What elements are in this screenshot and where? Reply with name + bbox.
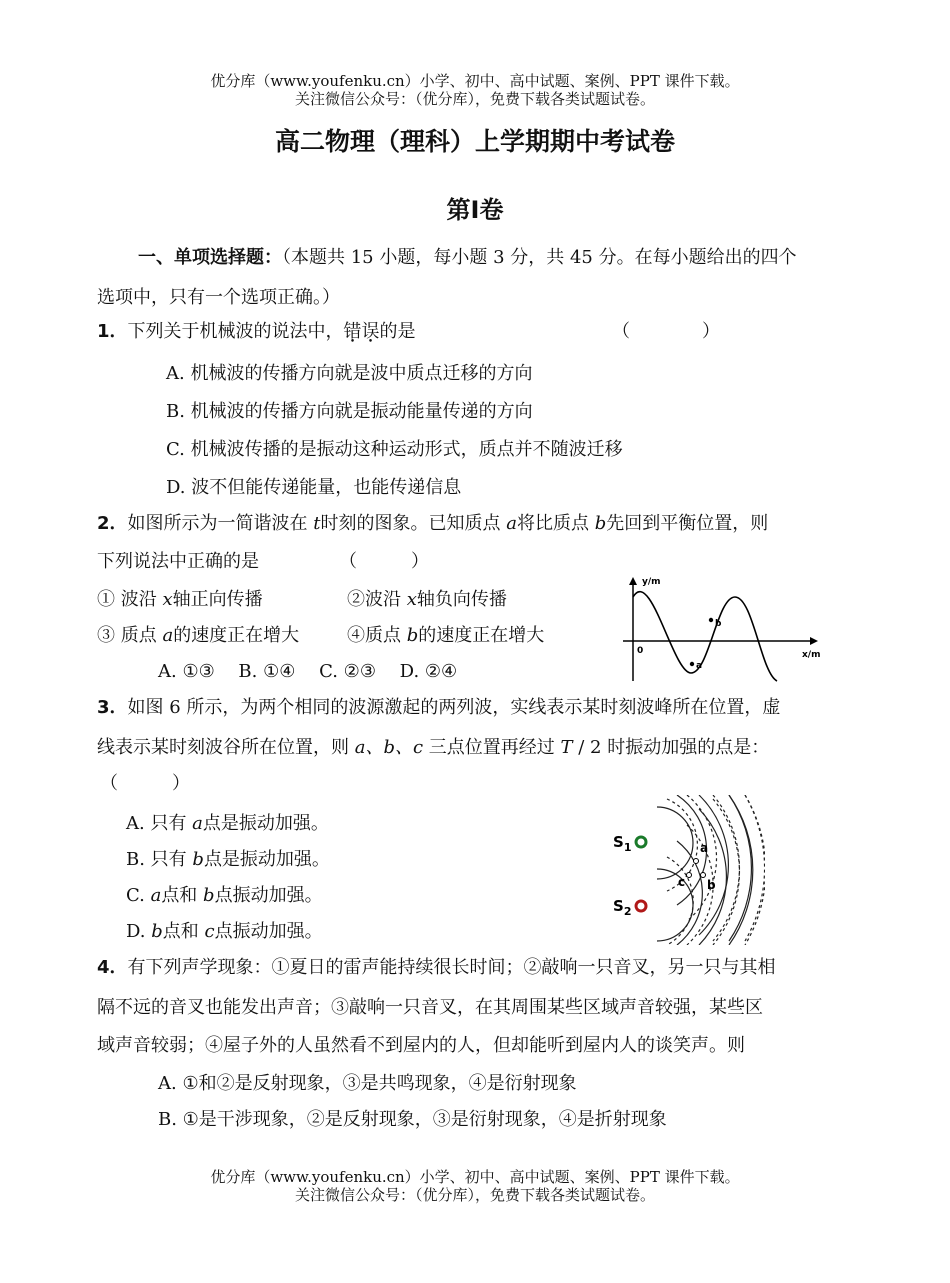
q3-option-d [126, 920, 323, 944]
header-line-2: 关注微信公众号：（优分库），免费下载各类试题试卷。 [294, 90, 655, 108]
point-b-label: b [707, 878, 716, 892]
q1-emphasis-1: 错 [343, 321, 362, 342]
q3-answer-paren: （ ） [100, 773, 190, 794]
q3-option-c-var-a: a [150, 885, 162, 906]
q2-statement-2 [347, 588, 507, 612]
q3-option-a-var: a [192, 813, 203, 834]
s2-crest-2 [677, 841, 702, 945]
section-intro-a: （本题共 15 小题，每小题 3 分，共 45 分。在每小题给出的四个 [282, 247, 797, 268]
q4-stem-line1 [97, 956, 776, 980]
footer-line-2: 关注微信公众号：（优分库），免费下载各类试题试卷。 [294, 1186, 655, 1204]
q3-option-a-2: 点是振动加强。 [202, 813, 329, 834]
q3-option-b-var: b [192, 849, 204, 870]
q3-option-b [126, 848, 330, 872]
q2-wave-graph [615, 575, 830, 685]
q2-statement-3-a: ③ 质点 [97, 625, 163, 646]
q3-option-c-1: C. [126, 885, 151, 906]
q3-option-c-var-b: b [203, 885, 215, 906]
s1-source [636, 837, 646, 847]
s1-trough-4 [745, 795, 765, 941]
q2-stem [97, 512, 768, 536]
x-axis-label: x/m [802, 650, 821, 660]
q2-statement-1-a: ① 波沿 [97, 589, 163, 610]
q2-statement-2-b: 轴负向传播 [416, 589, 507, 610]
q3-interference-figure [605, 795, 765, 945]
q4-number: 4． [97, 957, 128, 978]
q3-option-d-var-c: c [204, 921, 215, 942]
q1-option-c: C. 机械波传播的是振动这种运动形式，质点并不随波迁移 [166, 439, 623, 460]
q3-stem-line2-b: 三点位置再经过 [423, 737, 561, 758]
q3-stem-line2-c: / 2 时振动加强的点是： [572, 737, 770, 758]
s1-crest-3 [699, 795, 728, 935]
q2-statement-4-b: 的速度正在增大 [418, 625, 545, 646]
q2-statement-3-b: 的速度正在增大 [173, 625, 300, 646]
q2-stem-line2 [97, 550, 429, 574]
q4-stem-line3: 域声音较弱；④屋子外的人虽然看不到屋内的人，但却能听到屋内人的谈笑声。则 [97, 1035, 745, 1056]
section-intro-b: 选项中，只有一个选项正确。） [97, 287, 340, 308]
q3-stem-line2 [97, 736, 769, 760]
q2-statement-4 [347, 624, 544, 648]
q2-choices: A. ①③ B. ①④ C. ②③ D. ②④ [158, 661, 458, 682]
q3-option-a-1: A. 只有 [126, 813, 193, 834]
q1-option-d: D. 波不但能传递能量，也能传递信息 [166, 477, 462, 498]
s2-wavefronts [657, 795, 765, 945]
point-b [709, 618, 713, 622]
q2-statement-4-var: b [406, 625, 419, 646]
q2-statement-1 [97, 588, 263, 612]
point-b-marker [701, 873, 706, 878]
q2-statement-3-var: a [162, 625, 174, 646]
origin-label: 0 [637, 646, 644, 656]
q2-number: 2． [97, 513, 128, 534]
point-c-label: c [678, 875, 686, 889]
q1-option-b: B. 机械波的传播方向就是振动能量传递的方向 [166, 401, 533, 422]
point-c-marker [687, 873, 692, 878]
q1-stem-a: 下列关于机械波的说法中， [127, 321, 344, 342]
q3-option-b-1: B. 只有 [126, 849, 193, 870]
q3-stem-line1-text: 如图 6 所示，为两个相同的波源激起的两列波，实线表示某时刻波峰所在位置，虚 [127, 697, 781, 718]
q3-option-d-var-b: b [151, 921, 163, 942]
q3-option-a [126, 812, 329, 836]
volume-title: 第I卷 [446, 196, 504, 224]
q1-emphasis-2: 误 [361, 321, 380, 342]
q2-stem-line2-text: 下列说法中正确的是 [97, 551, 259, 572]
header-line-1: 优分库（www.youfenku.cn）小学、初中、高中试题、案例、PPT 课件下载。 [210, 72, 740, 90]
q3-option-c [126, 884, 323, 908]
q3-option-c-2: 点和 [161, 885, 204, 906]
q1-stem-b: 的是 [379, 321, 416, 342]
q2-statement-3 [97, 624, 299, 648]
point-b-label: b [715, 619, 722, 629]
q3-stem-line1 [97, 696, 780, 720]
x-axis-arrow [810, 637, 818, 645]
q3-option-d-2: 点和 [162, 921, 205, 942]
page-title: 高二物理（理科）上学期期中考试卷 [274, 127, 675, 156]
q4-option-b: B. ①是干涉现象，②是反射现象，③是衍射现象，④是折射现象 [158, 1109, 667, 1130]
q2-statement-2-a: ②波沿 [347, 589, 407, 610]
point-a [690, 662, 694, 666]
s2-crest-1 [657, 869, 693, 941]
q3-option-d-3: 点振动加强。 [214, 921, 323, 942]
q2-statement-2-x: x [406, 589, 417, 610]
q3-option-c-3: 点振动加强。 [214, 885, 323, 906]
q1-option-a: A. 机械波的传播方向就是波中质点迁移的方向 [166, 363, 533, 384]
s2-label: $S_2$ [613, 897, 632, 918]
q4-stem-line1-text: 有下列声学现象：①夏日的雷声能持续很长时间；②敲响一只音叉，另一只与其相 [127, 957, 776, 978]
point-a-marker [694, 859, 699, 864]
q3-points-abc: a、b、c [354, 737, 424, 758]
q3-var-T: T [560, 737, 573, 758]
s2-source [636, 901, 646, 911]
q3-stem-line2-a: 线表示某时刻波谷所在位置，则 [97, 737, 355, 758]
s1-crest-1 [657, 807, 693, 879]
q2-stem-2: 时刻的图象。已知质点 [320, 513, 507, 534]
q3-number: 3． [97, 697, 128, 718]
q1-stem [97, 320, 416, 344]
section-intro [138, 246, 797, 270]
point-a-label: a [696, 661, 703, 671]
q2-var-t: t [313, 513, 321, 534]
section-heading: 一、单项选择题： [138, 247, 282, 268]
s1-label: $S_1$ [613, 833, 632, 854]
q2-answer-paren: （ ） [339, 551, 429, 572]
wave-curve [633, 592, 777, 681]
q2-stem-4: 先回到平衡位置，则 [606, 513, 769, 534]
point-a-label: a [700, 841, 709, 855]
q2-stem-3: 将比质点 [516, 513, 595, 534]
y-axis-arrow [629, 577, 637, 585]
q2-statement-1-x: x [162, 589, 173, 610]
q4-stem-line2: 隔不远的音叉也能发出声音；③敲响一只音叉，在其周围某些区域声音较强，某些区 [97, 997, 763, 1018]
s1-crest-4 [729, 795, 751, 941]
q4-option-a: A. ①和②是反射现象，③是共鸣现象，④是衍射现象 [158, 1073, 577, 1094]
q1-answer-paren: （ ） [612, 321, 720, 342]
q2-stem-1: 如图所示为一简谐波在 [127, 513, 314, 534]
y-axis-label: y/m [642, 577, 661, 587]
footer-line-1: 优分库（www.youfenku.cn）小学、初中、高中试题、案例、PPT 课件下载。 [210, 1168, 740, 1186]
q2-var-b: b [594, 513, 607, 534]
q2-statement-1-b: 轴正向传播 [172, 589, 263, 610]
q3-option-b-2: 点是振动加强。 [203, 849, 330, 870]
q1-number: 1． [97, 321, 128, 342]
q3-option-d-1: D. [126, 921, 152, 942]
q2-var-a: a [506, 513, 517, 534]
q2-statement-4-a: ④质点 [347, 625, 407, 646]
